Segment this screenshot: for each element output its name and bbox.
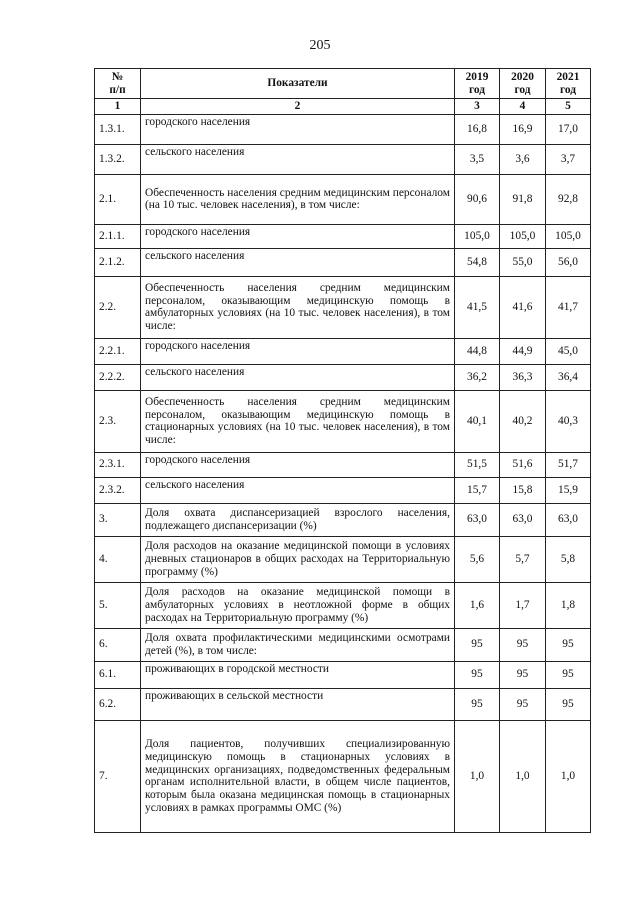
row-number: 2.1.1. xyxy=(95,224,141,248)
table-header-row xyxy=(95,69,591,99)
column-number: 1 xyxy=(95,99,141,115)
value-2019: 63,0 xyxy=(455,503,500,536)
row-indicator: сельского населения xyxy=(141,144,455,174)
value-2021: 3,7 xyxy=(546,144,591,174)
table-row xyxy=(95,144,591,174)
value-2020: 1,0 xyxy=(500,720,546,832)
table-row xyxy=(95,536,591,582)
value-2019: 54,8 xyxy=(455,248,500,276)
value-2019: 36,2 xyxy=(455,364,500,390)
page-number: 205 xyxy=(309,38,331,53)
value-2020: 5,7 xyxy=(500,536,546,582)
row-indicator: Доля охвата диспансеризацией взрослого населения, подлежащего диспансеризации (%) xyxy=(141,503,455,536)
row-number: 2.1.2. xyxy=(95,248,141,276)
value-2021: 41,7 xyxy=(546,276,591,338)
header-year-2021 xyxy=(546,69,591,99)
row-indicator: сельского населения xyxy=(141,248,455,276)
row-number: 6. xyxy=(95,628,141,661)
value-2021: 95 xyxy=(546,628,591,661)
value-2021: 40,3 xyxy=(546,390,591,452)
table-row xyxy=(95,661,591,688)
row-number: 2.3.2. xyxy=(95,477,141,503)
row-number: 6.2. xyxy=(95,688,141,720)
row-indicator: Доля пациентов, получивших специализированную медицинскую помощь в стационарных условиях в медицинских организациях, подведомственных федеральным органам исполнительной власти, в общем числе пациентов, которым была оказана медицинская помощь в стационарных условиях в рамках программы ОМС (%) xyxy=(141,720,455,832)
value-2021: 105,0 xyxy=(546,224,591,248)
header-year-2019 xyxy=(455,69,500,99)
row-number: 6.1. xyxy=(95,661,141,688)
row-number: 4. xyxy=(95,536,141,582)
value-2020: 95 xyxy=(500,661,546,688)
value-2021: 95 xyxy=(546,661,591,688)
value-2020: 95 xyxy=(500,628,546,661)
value-2019: 40,1 xyxy=(455,390,500,452)
value-2020: 91,8 xyxy=(500,174,546,224)
column-number: 3 xyxy=(455,99,500,115)
header-year-2020 xyxy=(500,69,546,99)
row-number: 3. xyxy=(95,503,141,536)
value-2021: 51,7 xyxy=(546,452,591,477)
row-indicator: городского населения xyxy=(141,452,455,477)
value-2020: 40,2 xyxy=(500,390,546,452)
value-2019: 3,5 xyxy=(455,144,500,174)
value-2021: 15,9 xyxy=(546,477,591,503)
table-row xyxy=(95,364,591,390)
row-number: 2.2.2. xyxy=(95,364,141,390)
value-2020: 1,7 xyxy=(500,582,546,628)
row-indicator: сельского населения xyxy=(141,477,455,503)
header-year-unit: год xyxy=(514,83,531,96)
value-2020: 55,0 xyxy=(500,248,546,276)
value-2019: 90,6 xyxy=(455,174,500,224)
row-number: 2.2. xyxy=(95,276,141,338)
row-number: 5. xyxy=(95,582,141,628)
value-2021: 1,0 xyxy=(546,720,591,832)
header-indicator: Показатели xyxy=(141,69,455,99)
row-indicator: городского населения xyxy=(141,114,455,144)
row-indicator: сельского населения xyxy=(141,364,455,390)
row-number: 7. xyxy=(95,720,141,832)
value-2020: 41,6 xyxy=(500,276,546,338)
header-year: 2021 xyxy=(556,70,580,83)
table-row xyxy=(95,390,591,452)
header-year-unit: год xyxy=(559,83,577,96)
table-row xyxy=(95,452,591,477)
row-indicator: Доля охвата профилактическими медицинскими осмотрами детей (%), в том числе: xyxy=(141,628,455,661)
value-2019: 41,5 xyxy=(455,276,500,338)
column-number: 4 xyxy=(500,99,546,115)
value-2021: 36,4 xyxy=(546,364,591,390)
row-indicator: проживающих в городской местности xyxy=(141,661,455,688)
value-2021: 5,8 xyxy=(546,536,591,582)
value-2020: 95 xyxy=(500,688,546,720)
value-2021: 45,0 xyxy=(546,338,591,364)
row-indicator: Обеспеченность населения средним медицинским персоналом, оказывающим медицинскую помощь в стационарных условиях (на 10 тыс. человек населения), в том числе: xyxy=(141,390,455,452)
table-row xyxy=(95,503,591,536)
value-2020: 16,9 xyxy=(500,114,546,144)
table-row xyxy=(95,720,591,832)
value-2020: 15,8 xyxy=(500,477,546,503)
value-2020: 105,0 xyxy=(500,224,546,248)
table-row xyxy=(95,582,591,628)
table-row xyxy=(95,338,591,364)
row-indicator: Обеспеченность населения средним медицинским персоналом, оказывающим медицинскую помощь в амбулаторных условиях (на 10 тыс. человек населения), в том числе: xyxy=(141,276,455,338)
header-year: 2019 xyxy=(465,70,489,83)
header-no xyxy=(95,69,141,99)
column-number: 5 xyxy=(546,99,591,115)
value-2019: 16,8 xyxy=(455,114,500,144)
row-indicator: городского населения xyxy=(141,224,455,248)
value-2020: 44,9 xyxy=(500,338,546,364)
row-number: 2.1. xyxy=(95,174,141,224)
header-year: 2020 xyxy=(511,70,534,83)
table-row xyxy=(95,477,591,503)
value-2021: 56,0 xyxy=(546,248,591,276)
row-number: 2.2.1. xyxy=(95,338,141,364)
value-2021: 92,8 xyxy=(546,174,591,224)
row-indicator: городского населения xyxy=(141,338,455,364)
value-2020: 3,6 xyxy=(500,144,546,174)
row-number: 2.3.1. xyxy=(95,452,141,477)
value-2021: 17,0 xyxy=(546,114,591,144)
value-2021: 95 xyxy=(546,688,591,720)
table-row xyxy=(95,688,591,720)
value-2020: 63,0 xyxy=(500,503,546,536)
value-2019: 15,7 xyxy=(455,477,500,503)
table-row xyxy=(95,628,591,661)
row-indicator: Доля расходов на оказание медицинской помощи в условиях дневных стационаров в общих расходах на Территориальную программу (%) xyxy=(141,536,455,582)
header-no-line2: п/п xyxy=(109,83,126,96)
value-2019: 51,5 xyxy=(455,452,500,477)
row-indicator: проживающих в сельской местности xyxy=(141,688,455,720)
value-2019: 95 xyxy=(455,688,500,720)
value-2021: 1,8 xyxy=(546,582,591,628)
table-row xyxy=(95,224,591,248)
row-number: 1.3.2. xyxy=(95,144,141,174)
column-number: 2 xyxy=(141,99,455,115)
value-2019: 95 xyxy=(455,661,500,688)
table-row xyxy=(95,114,591,144)
row-number: 1.3.1. xyxy=(95,114,141,144)
row-number: 2.3. xyxy=(95,390,141,452)
value-2021: 63,0 xyxy=(546,503,591,536)
indicators-table xyxy=(94,68,591,833)
value-2019: 1,6 xyxy=(455,582,500,628)
column-number-row xyxy=(95,99,591,115)
value-2019: 95 xyxy=(455,628,500,661)
table-row xyxy=(95,276,591,338)
row-indicator: Обеспеченность населения средним медицинским персоналом (на 10 тыс. человек населения), в том числе: xyxy=(141,174,455,224)
value-2020: 36,3 xyxy=(500,364,546,390)
table-row xyxy=(95,248,591,276)
value-2019: 44,8 xyxy=(455,338,500,364)
header-no-line1: № xyxy=(111,70,124,83)
value-2019: 1,0 xyxy=(455,720,500,832)
value-2020: 51,6 xyxy=(500,452,546,477)
table-row xyxy=(95,174,591,224)
header-year-unit: год xyxy=(468,83,486,96)
value-2019: 5,6 xyxy=(455,536,500,582)
value-2019: 105,0 xyxy=(455,224,500,248)
row-indicator: Доля расходов на оказание медицинской помощи в амбулаторных условиях в неотложной форме в общих расходах на Территориальную программу (%) xyxy=(141,582,455,628)
